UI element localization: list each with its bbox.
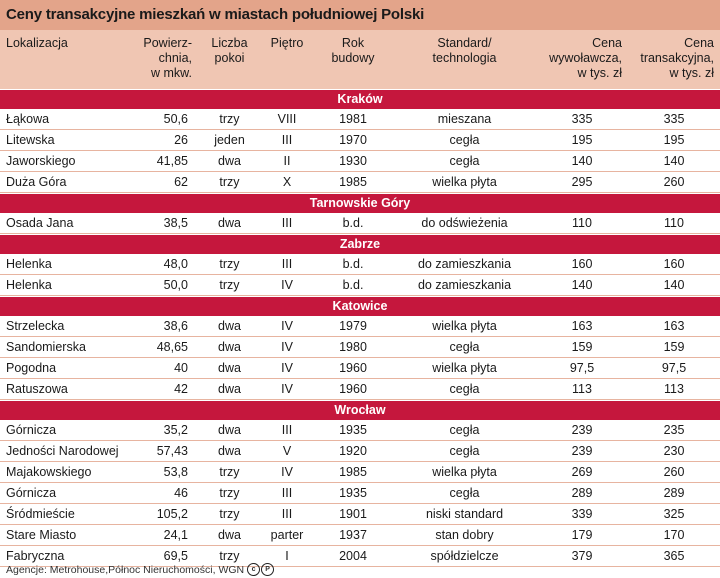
cell-standard: wielka płyta: [432, 465, 497, 479]
cell-rooms: trzy: [219, 175, 240, 189]
cell-standard: mieszana: [437, 112, 492, 126]
cell-location: Duża Góra: [6, 175, 67, 189]
cell-year: 1930: [339, 154, 367, 168]
cell-year: 2004: [339, 549, 367, 563]
cell-year: b.d.: [342, 257, 364, 271]
cell-year: 1960: [339, 361, 367, 375]
cell-rooms: trzy: [219, 486, 240, 500]
cell-year: b.d.: [342, 278, 364, 292]
cell-transaction-price: 365: [663, 549, 685, 563]
table-row: [0, 525, 720, 546]
cell-standard: niski standard: [425, 507, 504, 521]
cell-asking-price: 160: [571, 257, 593, 271]
cell-asking-price: 195: [571, 133, 593, 147]
table-row: [0, 441, 720, 462]
cell-area: 35,2: [163, 423, 188, 437]
cell-rooms: trzy: [219, 257, 240, 271]
table-row: [0, 275, 720, 296]
cell-area: 26: [174, 133, 188, 147]
cell-floor: parter: [270, 528, 304, 542]
table-row: [0, 316, 720, 337]
cell-rooms: dwa: [218, 216, 241, 230]
cell-standard: cegła: [449, 382, 480, 396]
cell-asking-price: 97,5: [569, 361, 595, 375]
cell-standard: wielka płyta: [432, 175, 497, 189]
cell-asking-price: 110: [572, 216, 592, 230]
cell-year: 1920: [339, 444, 367, 458]
cell-standard: stan dobry: [435, 528, 494, 542]
source-footer: [6, 563, 274, 576]
cell-asking-price: 339: [571, 507, 593, 521]
cell-transaction-price: 260: [663, 465, 685, 479]
cell-location: Majakowskiego: [6, 465, 92, 479]
cell-asking-price: 239: [571, 423, 593, 437]
header-asking-price: Cena wywoławcza, w tys. zł: [549, 36, 622, 80]
header-rooms: Liczba pokoi: [211, 36, 248, 65]
cell-floor: IV: [281, 361, 293, 375]
cell-transaction-price: 230: [663, 444, 685, 458]
table-row: [0, 337, 720, 358]
cell-year: b.d.: [342, 216, 364, 230]
table-row: [0, 213, 720, 234]
table-row: [0, 379, 720, 400]
cell-area: 24,1: [163, 528, 188, 542]
cell-floor: III: [281, 423, 293, 437]
cell-floor: VIII: [277, 112, 297, 126]
table-row: [0, 254, 720, 275]
cell-year: 1985: [339, 465, 367, 479]
cell-floor: IV: [281, 382, 293, 396]
cell-asking-price: 379: [571, 549, 593, 563]
cell-area: 38,5: [163, 216, 188, 230]
cell-rooms: jeden: [214, 133, 245, 147]
cell-location: Osada Jana: [6, 216, 74, 230]
copyright-logo: [247, 563, 274, 576]
cell-standard: wielka płyta: [432, 319, 497, 333]
table-row: [0, 358, 720, 379]
cell-floor: V: [282, 444, 292, 458]
cell-transaction-price: 160: [663, 257, 685, 271]
cell-floor: III: [281, 216, 293, 230]
cell-floor: IV: [281, 465, 293, 479]
cell-standard: cegła: [449, 423, 480, 437]
cell-rooms: trzy: [219, 507, 240, 521]
cell-rooms: dwa: [218, 444, 241, 458]
cell-area: 42: [174, 382, 188, 396]
cell-asking-price: 269: [571, 465, 593, 479]
cell-year: 1979: [339, 319, 367, 333]
cell-standard: do zamieszkania: [417, 257, 512, 271]
table-body: [0, 89, 720, 567]
cell-asking-price: 163: [571, 319, 593, 333]
cell-asking-price: 335: [571, 112, 593, 126]
cell-standard: cegła: [449, 444, 480, 458]
source-text: Agencje: Metrohouse,Północ Nieruchomości, WGN: [6, 563, 245, 576]
cell-transaction-price: 260: [663, 175, 685, 189]
city-header: Kraków: [0, 89, 720, 109]
header-floor: Piętro: [270, 36, 304, 50]
cell-rooms: trzy: [219, 465, 240, 479]
cell-rooms: dwa: [218, 382, 241, 396]
cell-rooms: dwa: [218, 340, 241, 354]
copyright-icon: c: [247, 563, 260, 576]
cell-standard: cegła: [449, 154, 480, 168]
cell-year: 1937: [339, 528, 367, 542]
cell-asking-price: 239: [571, 444, 593, 458]
cell-location: Stare Miasto: [6, 528, 77, 542]
cell-area: 57,43: [156, 444, 188, 458]
cell-location: Ratuszowa: [6, 382, 68, 396]
cell-transaction-price: 163: [663, 319, 685, 333]
cell-rooms: trzy: [219, 112, 240, 126]
cell-year: 1985: [339, 175, 367, 189]
cell-location: Jaworskiego: [6, 154, 76, 168]
cell-location: Jedności Narodowej: [6, 444, 119, 458]
cell-floor: X: [282, 175, 292, 189]
cell-year: 1935: [339, 486, 367, 500]
cell-year: 1935: [339, 423, 367, 437]
cell-transaction-price: 325: [663, 507, 685, 521]
cell-transaction-price: 335: [663, 112, 685, 126]
cell-area: 38,6: [163, 319, 188, 333]
cell-asking-price: 140: [571, 278, 593, 292]
cell-year: 1980: [339, 340, 367, 354]
city-header: Katowice: [0, 296, 720, 316]
cell-asking-price: 113: [572, 382, 592, 396]
cell-floor: III: [281, 133, 293, 147]
city-header: Wrocław: [0, 400, 720, 420]
cell-rooms: dwa: [218, 154, 241, 168]
table-row: [0, 151, 720, 172]
cell-floor: II: [283, 154, 291, 168]
cell-asking-price: 179: [571, 528, 593, 542]
cell-asking-price: 289: [571, 486, 593, 500]
table-row: [0, 172, 720, 193]
cell-area: 40: [174, 361, 188, 375]
cell-rooms: trzy: [219, 549, 240, 563]
cell-floor: III: [281, 507, 293, 521]
cell-area: 48,65: [156, 340, 188, 354]
table-row: [0, 483, 720, 504]
cell-location: Helenka: [6, 278, 52, 292]
cell-standard: cegła: [449, 486, 480, 500]
cell-area: 53,8: [163, 465, 188, 479]
cell-transaction-price: 140: [663, 154, 685, 168]
cell-standard: wielka płyta: [432, 361, 497, 375]
cell-area: 50,6: [163, 112, 188, 126]
cell-year: 1981: [339, 112, 367, 126]
cell-floor: IV: [281, 278, 293, 292]
cell-floor: I: [285, 549, 289, 563]
table-row: [0, 504, 720, 525]
cell-area: 69,5: [163, 549, 188, 563]
cell-floor: IV: [281, 319, 293, 333]
cell-transaction-price: 159: [663, 340, 685, 354]
cell-location: Górnicza: [6, 486, 57, 500]
cell-year: 1901: [339, 507, 367, 521]
cell-rooms: dwa: [218, 423, 241, 437]
cell-location: Helenka: [6, 257, 52, 271]
cell-floor: III: [281, 486, 293, 500]
cell-rooms: dwa: [218, 528, 241, 542]
cell-area: 48,0: [163, 257, 188, 271]
cell-area: 50,0: [163, 278, 188, 292]
cell-standard: cegła: [449, 133, 480, 147]
cell-transaction-price: 113: [664, 382, 684, 396]
table-row: [0, 462, 720, 483]
header-location: Lokalizacja: [6, 36, 68, 50]
table-row: [0, 109, 720, 130]
cell-year: 1970: [339, 133, 367, 147]
cell-transaction-price: 235: [663, 423, 685, 437]
pap-logo-icon: P: [261, 563, 274, 576]
cell-location: Fabryczna: [6, 549, 65, 563]
cell-transaction-price: 289: [663, 486, 685, 500]
cell-asking-price: 159: [571, 340, 593, 354]
cell-floor: IV: [281, 340, 293, 354]
table-title: Ceny transakcyjne mieszkań w miastach południowej Polski: [0, 0, 720, 30]
cell-transaction-price: 140: [663, 278, 685, 292]
cell-area: 46: [174, 486, 188, 500]
table-row: [0, 130, 720, 151]
city-header: Tarnowskie Góry: [0, 193, 720, 213]
cell-standard: spółdzielcze: [430, 549, 499, 563]
header-standard: Standard/ technologia: [432, 36, 497, 65]
cell-transaction-price: 97,5: [661, 361, 687, 375]
cell-year: 1960: [339, 382, 367, 396]
cell-transaction-price: 195: [663, 133, 685, 147]
cell-rooms: trzy: [219, 278, 240, 292]
cell-location: Górnicza: [6, 423, 57, 437]
cell-standard: cegła: [449, 340, 480, 354]
cell-location: Śródmieście: [6, 507, 75, 521]
cell-asking-price: 295: [571, 175, 593, 189]
cell-standard: do odświeżenia: [421, 216, 508, 230]
header-year: Rok budowy: [331, 36, 375, 65]
cell-location: Sandomierska: [6, 340, 86, 354]
cell-transaction-price: 110: [664, 216, 684, 230]
cell-location: Łąkowa: [6, 112, 50, 126]
cell-rooms: dwa: [218, 319, 241, 333]
table-row: [0, 420, 720, 441]
city-header: Zabrze: [0, 234, 720, 254]
cell-location: Strzelecka: [6, 319, 65, 333]
cell-floor: III: [281, 257, 293, 271]
cell-area: 105,2: [156, 507, 188, 521]
cell-area: 62: [174, 175, 188, 189]
header-area: Powierz- chnia, w mkw.: [143, 36, 192, 80]
cell-area: 41,85: [156, 154, 188, 168]
cell-location: Pogodna: [6, 361, 57, 375]
cell-asking-price: 140: [571, 154, 593, 168]
header-transaction-price: Cena transakcyjna, w tys. zł: [640, 36, 714, 80]
cell-transaction-price: 170: [663, 528, 685, 542]
table-header: [0, 30, 720, 89]
cell-location: Litewska: [6, 133, 55, 147]
cell-standard: do zamieszkania: [417, 278, 512, 292]
cell-rooms: dwa: [218, 361, 241, 375]
